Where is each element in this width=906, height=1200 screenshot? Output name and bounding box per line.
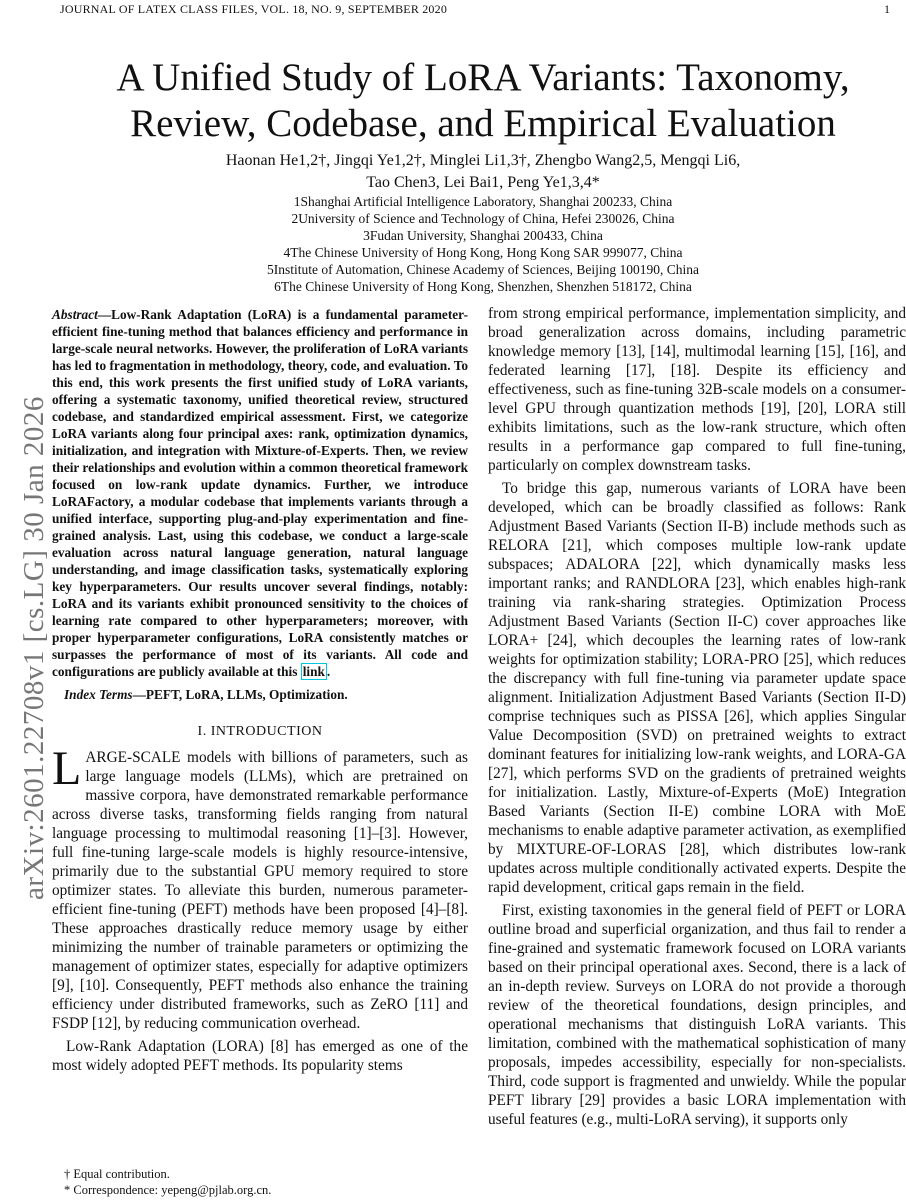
author-list — [60, 150, 906, 194]
section-heading: I. INTRODUCTION — [197, 724, 323, 739]
title-line-1: A Unified Study of LoRA Variants: Taxonomy, — [116, 56, 850, 99]
intro-paragraph-2: Low-Rank Adaptation (LORA) [8] has emerged as one of the most widely adopted PEFT methods. Its popularity stems — [52, 1038, 468, 1074]
authors-line-1: Haonan He1,2†, Jingqi Ye1,2†, Minglei Li1,3†, Zhengbo Wang2,5, Mengqi Li6, — [225, 152, 741, 169]
affiliations — [60, 193, 906, 295]
abstract-label: Abstract — [52, 307, 98, 322]
footnotes — [52, 1166, 468, 1198]
index-terms-label: Index Terms — [64, 687, 133, 702]
code-link[interactable]: link — [302, 664, 325, 679]
running-header: JOURNAL OF LATEX CLASS FILES, VOL. 18, NO. 9, SEPTEMBER 2020 — [60, 2, 448, 16]
page-number: 1 — [884, 2, 890, 16]
affiliation-4: 4The Chinese University of Hong Kong, Hong Kong SAR 999077, China — [283, 245, 683, 260]
affiliation-1: 1Shanghai Artificial Intelligence Laboratory, Shanghai 200233, China — [293, 194, 673, 209]
right-paragraph-1: from strong empirical performance, implementation simplicity, and broad generalization across domains, including parametric knowledge memory [13], [14], multimodal learning [15], [16], and federated learning [17], [18]. Despite its efficiency and effectiveness, such as fine-tuning 32B-scale models on a consumer-level GPU through quantization methods [19], [20], LORA still exhibits limitations, such as the low-rank structure, which often results in a performance gap compared to full fine-tuning, particularly on complex downstream tasks. — [488, 305, 906, 474]
authors-line-2: Tao Chen3, Lei Bai1, Peng Ye1,3,4* — [366, 174, 600, 191]
drop-cap: L — [52, 742, 82, 795]
abstract-text: —Low-Rank Adaptation (LoRA) is a fundamental parameter-efficient fine-tuning method that balances efficiency and performance in large-scale neural networks. However, the proliferation of LoRA variants has led to fragmentation in methodology, theory, code, and evaluation. To this end, this work presents the first unified study of LoRA variants, offering a systematic taxonomy, unified theoretical review, structured codebase, and standardized empirical assessment. First, we categorize LoRA variants along four principal axes: rank, optimization dynamics, initialization, and integration with Mixture-of-Experts. Then, we review their relationships and evolution within a common theoretical framework focused on low-rank update dynamics. Further, we introduce LoRAFactory, a modular codebase that implements variants through a unified interface, supporting plug-and-play experimentation and fine-grained analysis. Last, using this codebase, we conduct a large-scale evaluation across natural language generation, natural language understanding, and image classification tasks, systematically exploring key hyperparameters. Our results uncover several findings, notably: LoRA and its variants exhibit pronounced sensitivity to the choices of learning rate compared to other hyperparameters; moreover, with proper hyperparameter configurations, LoRA consistently matches or surpasses the performance of most of its variants. All code and configurations are publicly available at this — [52, 307, 468, 679]
abstract: Abstract—Low-Rank Adaptation (LoRA) is a fundamental parameter-efficient fine-tuning method that balances efficiency and performance in large-scale neural networks. However, the proliferation of LoRA variants has led to fragmentation in methodology, theory, code, and evaluation. To this end, this work presents the first unified study of LoRA variants, offering a systematic taxonomy, unified theoretical review, structured codebase, and standardized empirical assessment. First, we categorize LoRA variants along four principal axes: rank, optimization dynamics, initialization, and integration with Mixture-of-Experts. Then, we review their relationships and evolution within a common theoretical framework focused on low-rank update dynamics. Further, we introduce LoRAFactory, a modular codebase that implements variants through a unified interface, supporting plug-and-play experimentation and fine-grained analysis. Last, using this codebase, we conduct a large-scale evaluation across natural language generation, natural language understanding, and image classification tasks, systematically exploring key hyperparameters. Our results uncover several findings, notably: LoRA and its variants exhibit pronounced sensitivity to the choices of learning rate compared to other hyperparameters; moreover, with proper hyperparameter configurations, LoRA consistently matches or surpasses the performance of most of its variants. All code and configurations are publicly available at this link . — [52, 307, 468, 679]
affiliation-6: 6The Chinese University of Hong Kong, Shenzhen, Shenzhen 518172, China — [274, 279, 692, 294]
left-column — [52, 306, 468, 1075]
affiliation-5: 5Institute of Automation, Chinese Academy of Sciences, Beijing 100190, China — [267, 262, 699, 277]
affiliation-3: 3Fudan University, Shanghai 200433, China — [363, 228, 603, 243]
index-terms — [52, 686, 468, 703]
paper-title — [60, 55, 906, 147]
footnote-correspondence: * Correspondence: yepeng@pjlab.org.cn. — [64, 1183, 272, 1197]
right-column — [488, 304, 906, 1133]
affiliation-2: 2University of Science and Technology of China, Hefei 230026, China — [291, 211, 675, 226]
right-paragraph-2: To bridge this gap, numerous variants of LORA have been developed, which can be broadly classified as follows: Rank Adjustment Based Variants (Section II-B) include methods such as RELORA [21], which composes multiple low-rank update subspaces; ADALORA [22], which dynamically masks less important ranks; and RANDLORA [23], which enables high-rank training via rank-sharing strategies. Optimization Process Adjustment Based Variants (Section II-C) cover approaches like LORA+ [24], which decouples the learning rates of low-rank weights for optimization stability; LORA-PRO [25], which reduces the discrepancy with full fine-tuning via parameter update space alignment. Initialization Adjustment Based Variants (Section II-D) comprise techniques such as PISSA [26], which applies Singular Value Decomposition (SVD) on pretrained weights to extract dominant features for initializing low-rank weights, and LORA-GA [27], which performs SVD on the gradients of pretrained weights for initialization. Lastly, Mixture-of-Experts (MoE) Integration Based Variants (Section II-E) combine LORA with MoE mechanisms to enable adaptive parameter activation, as exemplified by MIXTURE-OF-LORAS [28], which distributes low-rank updates across multiple conditionally activated experts. Despite the rapid development, critical gaps remain in the field. — [488, 480, 906, 896]
intro-paragraph-1-text: ARGE-SCALE models with billions of parameters, such as large language models (LLMs), which are pretrained on massive corpora, have demonstrated remarkable performance across diverse tasks, transforming fields ranging from natural language processing to multimodal reasoning [1]–[3]. However, full fine-tuning large-scale models is highly resource-intensive, primarily due to the substantial GPU memory required to store optimizer states. To alleviate this burden, numerous parameter-efficient fine-tuning (PEFT) methods have been proposed [4]–[8]. These approaches drastically reduce memory usage by either minimizing the number of trainable parameters or optimizing the management of optimizer states, especially for adaptive optimizers [9], [10]. Consequently, PEFT methods also enhance the training efficiency under distributed frameworks, such as ZeRO [11] and FSDP [12], by reducing communication overhead. — [52, 749, 468, 1032]
footnote-equal-contribution: † Equal contribution. — [64, 1167, 170, 1181]
title-line-2: Review, Codebase, and Empirical Evaluation — [130, 102, 836, 145]
intro-paragraph-1 — [52, 742, 468, 1033]
right-paragraph-3: First, existing taxonomies in the general field of PEFT or LORA outline broad and superficial organization, and thus fail to render a fine-grained and systematic framework focused on LORA variants based on their principal operational axes. Second, there is a lack of an in-depth review. Surveys on LORA do not provide a thorough review of the theoretical foundations, design principles, and operational mechanisms that distinguish LoRA variants. This limitation, combined with the mathematical sophistication of many proposals, impedes accessibility, especially for non-specialists. Third, code support is fragmented and unwieldy. While the popular PEFT library [29] provides a basic LORA implementation with useful features (e.g., multi-LoRA serving), it supports only — [488, 902, 906, 1128]
arxiv-stamp: arXiv:2601.22708v1 [cs.LG] 30 Jan 2026 — [18, 396, 50, 900]
index-terms-text: —PEFT, LoRA, LLMs, Optimization. — [132, 687, 348, 702]
